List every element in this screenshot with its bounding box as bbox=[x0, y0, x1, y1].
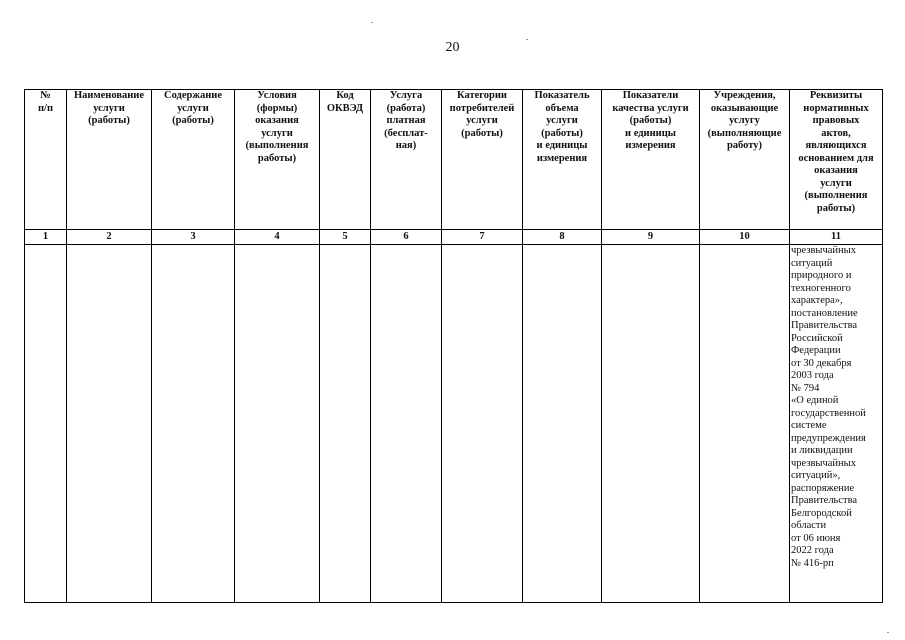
text-line: являющихся bbox=[805, 140, 867, 151]
text-line: правовых bbox=[812, 115, 860, 126]
text-line: (работы) bbox=[172, 115, 214, 126]
text-line: ситуаций», bbox=[791, 470, 841, 481]
text-line: оказания bbox=[814, 165, 858, 176]
text-line: (выполнения bbox=[245, 140, 309, 151]
empty-cell bbox=[67, 245, 152, 603]
text-line: работы) bbox=[816, 202, 856, 214]
column-number: 1 bbox=[25, 230, 67, 245]
header-col-9 bbox=[602, 90, 700, 230]
legal-acts-text bbox=[790, 245, 883, 603]
header-col-11 bbox=[790, 90, 883, 230]
text-line: ная) bbox=[395, 140, 417, 151]
header-col-8 bbox=[523, 90, 602, 230]
header-col-3 bbox=[152, 90, 235, 230]
text-line: Федерации bbox=[791, 345, 841, 356]
text-line: природного и bbox=[791, 270, 852, 281]
empty-cell bbox=[25, 245, 67, 603]
text-line: (выполняющие bbox=[707, 127, 782, 139]
text-line: нормативных bbox=[803, 102, 869, 114]
text-line: (работа) bbox=[386, 102, 426, 114]
text-line: № bbox=[40, 90, 51, 101]
text-line: ОКВЭД bbox=[326, 102, 364, 114]
text-line: Реквизиты bbox=[809, 90, 863, 101]
text-line: услуги bbox=[93, 102, 125, 114]
text-line: № 794 bbox=[791, 382, 820, 394]
text-line: ситуаций bbox=[791, 257, 833, 269]
text-line: Наименование bbox=[74, 90, 144, 101]
text-line: Показатель bbox=[534, 90, 590, 101]
text-line: Белгородской bbox=[791, 507, 852, 519]
text-line: области bbox=[791, 520, 827, 531]
column-number: 6 bbox=[371, 230, 442, 245]
text-line: (работы) bbox=[88, 115, 130, 126]
text-line: постановление bbox=[791, 307, 858, 319]
text-line: Услуга bbox=[389, 90, 423, 101]
text-line: 2003 года bbox=[791, 370, 834, 381]
text-line: от 30 декабря bbox=[791, 357, 852, 369]
text-line: чрезвычайных bbox=[791, 245, 856, 256]
text-line: (работы) bbox=[629, 115, 672, 126]
text-line: оказывающие bbox=[710, 102, 779, 114]
header-col-7 bbox=[442, 90, 523, 230]
text-line: измерения bbox=[536, 152, 588, 164]
scan-speck bbox=[371, 22, 373, 23]
header-col-5 bbox=[320, 90, 371, 230]
text-line: и ликвидации bbox=[791, 445, 853, 456]
text-line: (работы) bbox=[541, 127, 583, 139]
text-line: потребителей bbox=[449, 102, 515, 114]
header-col-4 bbox=[235, 90, 320, 230]
text-line: Категории bbox=[457, 90, 507, 101]
table-header-row bbox=[25, 90, 883, 230]
text-line: работу) bbox=[726, 140, 763, 151]
text-line: объема bbox=[545, 102, 579, 114]
empty-cell bbox=[235, 245, 320, 603]
text-line: Российской bbox=[791, 332, 843, 344]
text-line: техногенного bbox=[791, 282, 851, 294]
header-col-10 bbox=[700, 90, 790, 230]
header-col-1 bbox=[25, 90, 67, 230]
text-line: (работы) bbox=[461, 127, 503, 139]
text-line: Условия bbox=[257, 90, 297, 101]
text-line: услугу bbox=[729, 115, 760, 126]
text-line: распоряжение bbox=[791, 482, 855, 494]
column-number-row bbox=[25, 230, 883, 245]
column-number: 11 bbox=[790, 230, 883, 245]
empty-cell bbox=[442, 245, 523, 603]
header-col-2 bbox=[67, 90, 152, 230]
table-body-row bbox=[25, 245, 883, 603]
empty-cell bbox=[371, 245, 442, 603]
services-registry-table bbox=[24, 89, 883, 603]
empty-cell bbox=[523, 245, 602, 603]
text-line: Правительства bbox=[791, 495, 858, 506]
column-number: 8 bbox=[523, 230, 602, 245]
text-line: (формы) bbox=[256, 102, 298, 114]
text-line: услуги bbox=[466, 115, 498, 126]
text-line: работы) bbox=[257, 152, 297, 164]
text-line: услуги bbox=[177, 102, 209, 114]
text-line: «О единой bbox=[791, 395, 839, 406]
text-line: (выполнения bbox=[804, 190, 868, 201]
header-col-6 bbox=[371, 90, 442, 230]
scan-speck bbox=[887, 632, 889, 633]
text-line: (бесплат- bbox=[384, 127, 428, 139]
text-line: услуги bbox=[820, 177, 852, 189]
column-number: 5 bbox=[320, 230, 371, 245]
text-line: оказания bbox=[255, 115, 299, 126]
text-line: государственной bbox=[791, 407, 866, 419]
text-line: Учреждения, bbox=[713, 90, 776, 101]
text-line: Правительства bbox=[791, 320, 858, 331]
text-line: системе bbox=[791, 420, 827, 431]
column-number: 3 bbox=[152, 230, 235, 245]
text-line: Код bbox=[336, 90, 354, 101]
text-line: № 416-рп bbox=[791, 557, 834, 569]
empty-cell bbox=[700, 245, 790, 603]
text-line: п/п bbox=[37, 102, 54, 114]
empty-cell bbox=[602, 245, 700, 603]
column-number: 2 bbox=[67, 230, 152, 245]
text-line: предупреждения bbox=[791, 432, 866, 444]
text-line: платная bbox=[386, 115, 426, 126]
text-line: измерения bbox=[625, 140, 676, 151]
text-line: характера», bbox=[791, 295, 843, 306]
text-line: услуги bbox=[546, 115, 578, 126]
text-line: качества услуги bbox=[612, 102, 689, 114]
text-line: Показатели bbox=[622, 90, 679, 101]
text-line: Содержание bbox=[164, 90, 222, 101]
text-line: чрезвычайных bbox=[791, 457, 856, 469]
column-number: 9 bbox=[602, 230, 700, 245]
page-number: 20 bbox=[445, 40, 460, 55]
text-line: услуги bbox=[261, 127, 293, 139]
scan-speck bbox=[526, 39, 528, 40]
text-line: основанием для bbox=[798, 152, 874, 164]
empty-cell bbox=[152, 245, 235, 603]
text-line: и единицы bbox=[625, 127, 676, 139]
text-line: актов, bbox=[821, 127, 851, 139]
column-number: 4 bbox=[235, 230, 320, 245]
text-line: от 06 июня bbox=[791, 532, 841, 544]
text-line: и единицы bbox=[536, 140, 588, 151]
text-line: 2022 года bbox=[791, 545, 834, 556]
empty-cell bbox=[320, 245, 371, 603]
column-number: 7 bbox=[442, 230, 523, 245]
column-number: 10 bbox=[700, 230, 790, 245]
